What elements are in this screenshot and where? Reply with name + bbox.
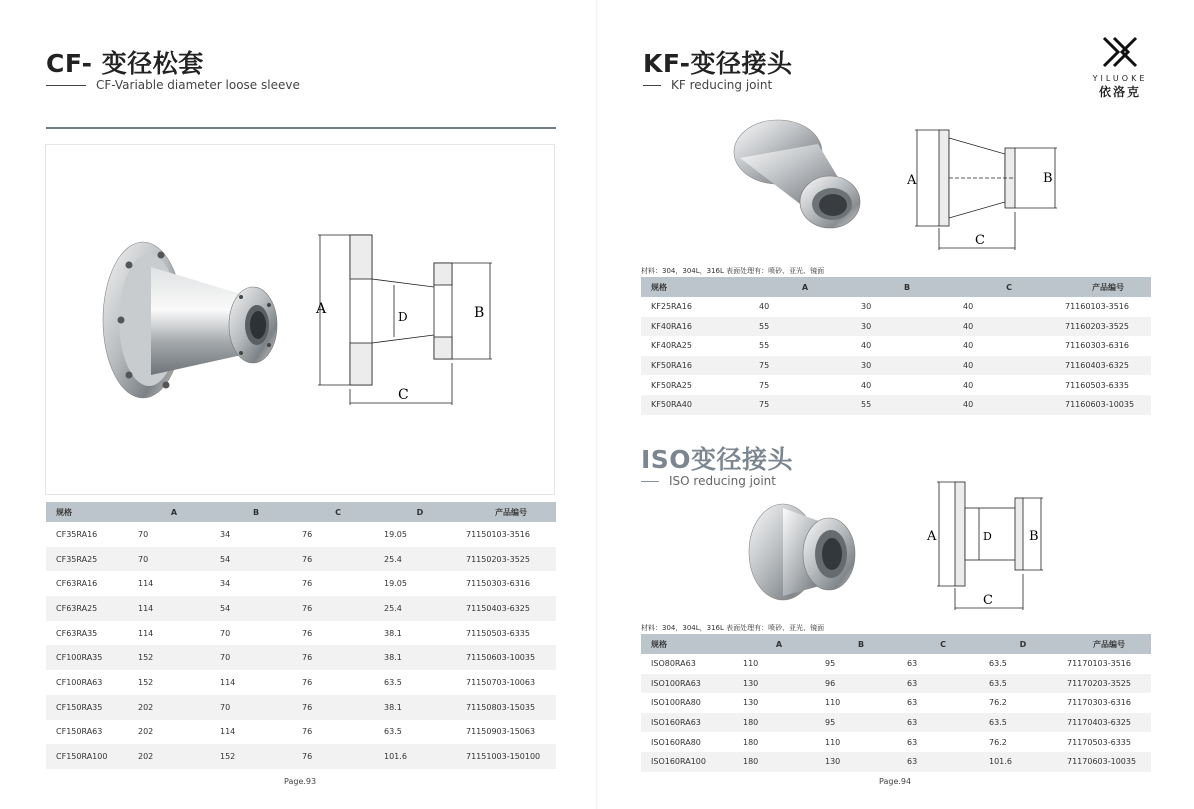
table-cell: 55 — [759, 341, 770, 351]
table-row — [641, 395, 1151, 415]
table-cell: 71150903-15063 — [466, 727, 536, 737]
table-cell: 38.1 — [374, 695, 456, 720]
table-row — [46, 522, 556, 547]
table-cell: 30 — [861, 302, 872, 312]
table-cell: CF150RA63 — [56, 727, 103, 737]
iso-reducer-photo — [745, 488, 865, 608]
table-cell: 101.6 — [979, 752, 1057, 772]
table-cell: 180 — [743, 737, 759, 747]
page-gutter — [596, 0, 598, 809]
iso-subtitle-row — [641, 474, 776, 488]
table-cell: 40 — [861, 341, 872, 351]
table-header-row — [641, 634, 1151, 654]
table-cell: 71150503-6335 — [466, 628, 530, 638]
table-cell: 75 — [749, 395, 851, 415]
table-cell: KF50RA40 — [641, 395, 749, 415]
table-cell: 71170303-6316 — [1067, 698, 1131, 708]
iso-dim-a: A — [927, 529, 937, 544]
column-header: 产品编号 — [1057, 634, 1151, 654]
table-cell: 54 — [210, 596, 292, 621]
table-cell: 71150303-6316 — [466, 579, 530, 589]
page-number-right: Page.94 — [879, 777, 912, 786]
table-cell: 76 — [292, 596, 374, 621]
table-cell: 63 — [897, 752, 979, 772]
table-cell: 71170603-10035 — [1057, 752, 1151, 772]
table-cell: 25.4 — [374, 596, 456, 621]
table-cell: ISO160RA63 — [641, 713, 733, 733]
table-cell: 71160303-6316 — [1065, 341, 1129, 351]
table-cell: 71150703-10063 — [466, 677, 536, 687]
table-cell: 110 — [825, 737, 841, 747]
table-cell: 63.5 — [989, 659, 1007, 669]
table-cell: 95 — [815, 713, 897, 733]
table-row — [641, 654, 1151, 674]
kf-reducer-photo — [730, 112, 870, 252]
table-cell: 71170203-3525 — [1057, 674, 1151, 694]
table-row — [641, 693, 1151, 713]
table-cell: 71170403-6325 — [1057, 713, 1151, 733]
table-cell: 19.05 — [384, 529, 407, 539]
table-row — [46, 571, 556, 596]
table-row — [46, 547, 556, 572]
cf-title: CF- 变径松套 — [46, 49, 204, 78]
brand-name: YILUOKE — [1092, 74, 1148, 83]
iso-spec-table — [641, 634, 1151, 772]
table-cell: 75 — [759, 380, 770, 390]
table-cell: 110 — [825, 698, 841, 708]
table-cell: ISO80RA63 — [651, 659, 696, 669]
column-header: C — [953, 277, 1055, 297]
table-row — [641, 713, 1151, 733]
table-cell: 71160203-3525 — [1055, 317, 1151, 337]
table-cell: 70 — [210, 695, 292, 720]
table-cell: 71160603-10035 — [1055, 395, 1151, 415]
table-row — [641, 375, 1151, 395]
cf-dim-d: D — [398, 310, 408, 324]
table-cell: 70 — [210, 645, 292, 670]
table-cell: 114 — [138, 628, 154, 638]
column-header: D — [374, 502, 456, 522]
cf-product-panel — [45, 144, 555, 495]
table-cell: 71151003-150100 — [456, 744, 556, 769]
table-cell: 76 — [302, 579, 313, 589]
table-cell: 63.5 — [384, 727, 402, 737]
table-row — [641, 336, 1151, 356]
table-cell: 63 — [907, 737, 918, 747]
table-cell: CF35RA25 — [46, 547, 128, 572]
subtitle-rule — [46, 85, 86, 86]
table-cell: CF63RA16 — [56, 579, 98, 589]
table-row — [641, 297, 1151, 317]
table-cell: 76 — [292, 547, 374, 572]
cf-dim-a: A — [316, 301, 327, 317]
table-cell: 40 — [963, 341, 974, 351]
table-cell: KF25RA16 — [651, 302, 692, 312]
table-cell: 152 — [138, 677, 154, 687]
table-cell: ISO160RA80 — [651, 737, 701, 747]
table-cell: 71160503-6335 — [1065, 380, 1129, 390]
table-cell: 76 — [292, 695, 374, 720]
table-cell: 63 — [897, 674, 979, 694]
iso-title: ISO变径接头 — [641, 445, 794, 474]
table-cell: 70 — [128, 547, 210, 572]
table-cell: 76.2 — [989, 698, 1007, 708]
kf-dimension-drawing — [905, 124, 1070, 254]
iso-dimension-drawing — [925, 478, 1055, 613]
table-cell: 71150203-3525 — [456, 547, 556, 572]
table-cell: 25.4 — [374, 547, 456, 572]
table-cell: 71150803-15035 — [456, 695, 556, 720]
cf-spec-table — [46, 502, 556, 769]
kf-dim-a: A — [907, 173, 917, 188]
table-cell: 101.6 — [374, 744, 456, 769]
iso-material-note: 材料：304，304L，316L 表面处理有：喷砂、亚光、镜面 — [641, 624, 825, 632]
table-cell: ISO160RA100 — [641, 752, 733, 772]
table-row — [641, 674, 1151, 694]
table-row — [46, 744, 556, 769]
table-cell: 114 — [138, 579, 154, 589]
table-row — [641, 752, 1151, 772]
table-cell: 40 — [963, 380, 974, 390]
table-cell: KF50RA16 — [641, 356, 749, 376]
column-header: A — [733, 634, 815, 654]
cf-subtitle-row — [46, 78, 300, 92]
table-cell: 54 — [210, 547, 292, 572]
table-cell: 95 — [825, 659, 836, 669]
table-cell: 202 — [128, 695, 210, 720]
table-cell: 40 — [953, 317, 1055, 337]
table-cell: 71170103-3516 — [1067, 659, 1131, 669]
brand-logo — [1080, 36, 1160, 100]
table-cell: 114 — [220, 727, 236, 737]
table-cell: 63 — [897, 713, 979, 733]
column-header: C — [897, 634, 979, 654]
table-row — [46, 670, 556, 695]
table-cell: 71160403-6325 — [1055, 356, 1151, 376]
table-cell: 30 — [851, 356, 953, 376]
table-cell: 130 — [815, 752, 897, 772]
table-cell: 76 — [302, 727, 313, 737]
table-cell: ISO100RA80 — [651, 698, 701, 708]
table-row — [46, 596, 556, 621]
table-cell: 38.1 — [374, 645, 456, 670]
table-row — [46, 720, 556, 745]
kf-subtitle-row — [643, 78, 772, 92]
column-header: D — [979, 634, 1057, 654]
table-cell: 63 — [907, 659, 918, 669]
kf-spec-table — [641, 277, 1151, 415]
table-cell: 114 — [220, 677, 236, 687]
table-cell: 76 — [302, 628, 313, 638]
table-cell: 71150603-10035 — [456, 645, 556, 670]
table-row — [641, 317, 1151, 337]
column-header: 规格 — [46, 502, 128, 522]
column-header: A — [749, 277, 851, 297]
column-header: B — [210, 502, 292, 522]
table-row — [641, 356, 1151, 376]
table-cell: 63.5 — [979, 674, 1057, 694]
kf-material-note: 材料：304，304L，316L 表面处理有：喷砂、亚光、镜面 — [641, 267, 825, 275]
table-header-row — [641, 277, 1151, 297]
table-row — [641, 732, 1151, 752]
table-cell: 76 — [302, 677, 313, 687]
table-cell: 70 — [220, 628, 231, 638]
column-header: 产品编号 — [456, 502, 556, 522]
table-cell: CF63RA35 — [56, 628, 98, 638]
table-cell: 76 — [292, 645, 374, 670]
table-cell: 180 — [733, 752, 815, 772]
column-header: 产品编号 — [1055, 277, 1151, 297]
table-cell: 40 — [953, 395, 1055, 415]
table-cell: CF150RA100 — [46, 744, 128, 769]
table-cell: KF50RA25 — [651, 380, 692, 390]
table-header-row — [46, 502, 556, 522]
table-cell: 71160103-3516 — [1065, 302, 1129, 312]
table-cell: 202 — [128, 744, 210, 769]
column-header: B — [815, 634, 897, 654]
table-cell: 38.1 — [384, 628, 402, 638]
table-cell: 71150403-6325 — [456, 596, 556, 621]
kf-title: KF-变径接头 — [643, 49, 793, 78]
table-cell: 76.2 — [989, 737, 1007, 747]
page-number-left: Page.93 — [284, 777, 317, 786]
table-cell: CF100RA35 — [46, 645, 128, 670]
table-cell: 76 — [302, 529, 313, 539]
cf-reducer-photo — [101, 235, 291, 405]
table-cell: 55 — [851, 395, 953, 415]
table-cell: 71170503-6335 — [1067, 737, 1131, 747]
table-cell: 70 — [138, 529, 149, 539]
table-row — [46, 695, 556, 720]
table-cell: CF63RA25 — [46, 596, 128, 621]
table-cell: ISO100RA63 — [641, 674, 733, 694]
cf-dimension-drawing — [314, 229, 504, 409]
kf-dim-b: B — [1043, 171, 1053, 186]
table-cell: CF35RA16 — [56, 529, 98, 539]
table-cell: 40 — [963, 302, 974, 312]
section-divider — [46, 127, 556, 129]
table-cell: 34 — [220, 579, 231, 589]
iso-subtitle: ISO reducing joint — [669, 474, 776, 488]
table-cell: 110 — [743, 659, 759, 669]
column-header: B — [851, 277, 953, 297]
table-cell: 19.05 — [384, 579, 407, 589]
subtitle-rule — [643, 85, 661, 86]
brand-mark-icon — [1100, 36, 1140, 70]
iso-dim-c: C — [983, 593, 993, 608]
column-header: C — [292, 502, 374, 522]
table-cell: KF40RA16 — [641, 317, 749, 337]
brand-name-cn: 依洛克 — [1098, 85, 1141, 99]
table-cell: 130 — [733, 674, 815, 694]
table-cell: 71150103-3516 — [466, 529, 530, 539]
table-cell: 63 — [907, 698, 918, 708]
table-cell: 40 — [953, 356, 1055, 376]
cf-dim-b: B — [474, 305, 485, 321]
subtitle-rule — [641, 481, 659, 482]
table-cell: KF40RA25 — [651, 341, 692, 351]
table-cell: 75 — [749, 356, 851, 376]
table-cell: 34 — [220, 529, 231, 539]
table-cell: 180 — [733, 713, 815, 733]
cf-dim-c: C — [398, 387, 409, 403]
kf-dim-c: C — [975, 233, 985, 248]
iso-dim-d: D — [983, 530, 992, 543]
table-cell: 130 — [743, 698, 759, 708]
table-cell: 63.5 — [979, 713, 1057, 733]
table-row — [46, 645, 556, 670]
table-cell: 40 — [759, 302, 770, 312]
cf-subtitle: CF-Variable diameter loose sleeve — [96, 78, 300, 92]
iso-dim-b: B — [1029, 529, 1039, 544]
table-cell: CF150RA35 — [46, 695, 128, 720]
table-cell: 55 — [749, 317, 851, 337]
table-cell: 63.5 — [384, 677, 402, 687]
table-cell: CF100RA63 — [56, 677, 103, 687]
table-cell: 96 — [815, 674, 897, 694]
table-cell: 152 — [128, 645, 210, 670]
table-cell: 40 — [861, 380, 872, 390]
column-header: A — [128, 502, 210, 522]
table-row — [46, 621, 556, 646]
table-cell: 202 — [138, 727, 154, 737]
column-header: 规格 — [641, 277, 749, 297]
column-header: 规格 — [641, 634, 733, 654]
table-cell: 76 — [292, 744, 374, 769]
table-cell: 114 — [128, 596, 210, 621]
kf-subtitle: KF reducing joint — [671, 78, 773, 92]
table-cell: 152 — [210, 744, 292, 769]
table-cell: 30 — [851, 317, 953, 337]
